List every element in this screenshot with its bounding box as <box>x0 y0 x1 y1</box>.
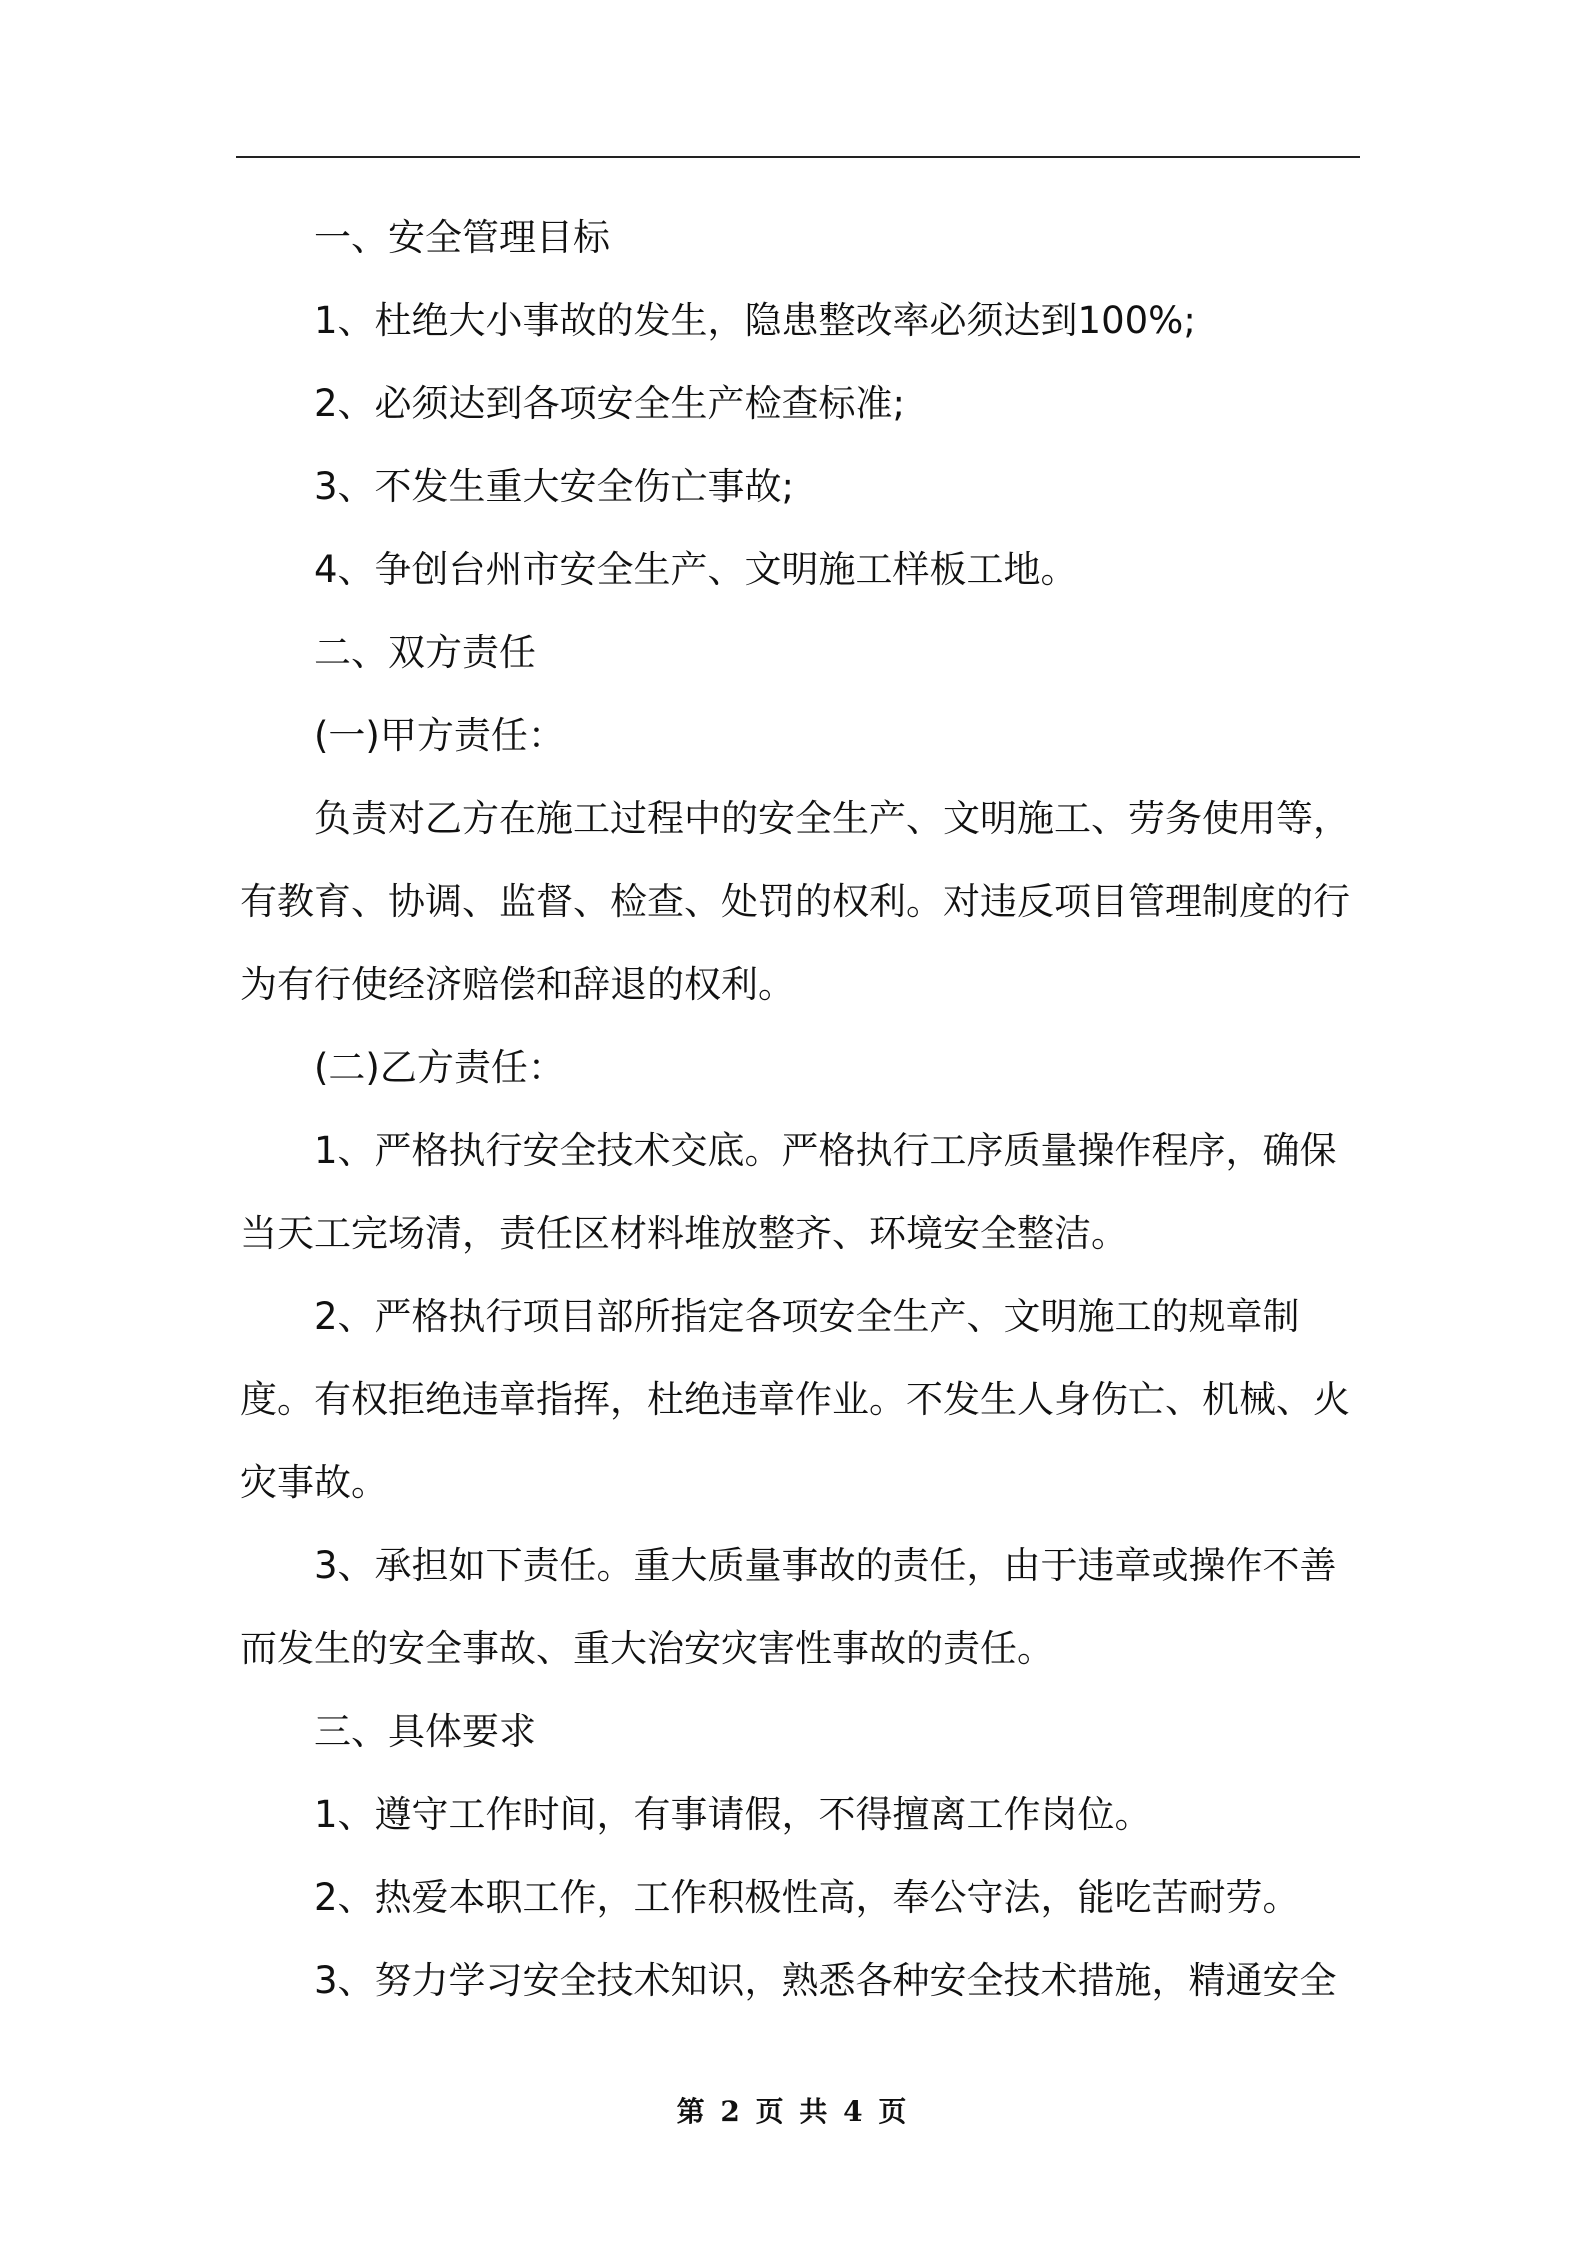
list-item: 1、遵守工作时间，有事请假，不得擅离工作岗位。 <box>314 1793 1152 1836</box>
subsection-heading-party-a: (一)甲方责任： <box>314 714 565 757</box>
list-item: 3、努力学习安全技术知识，熟悉各种安全技术措施，精通安全 <box>314 1959 1337 2002</box>
header-rule <box>236 156 1360 158</box>
document-body <box>240 196 1360 2022</box>
subsection-heading-party-b: (二)乙方责任： <box>314 1046 565 1089</box>
section-heading-2: 二、双方责任 <box>314 631 536 674</box>
list-item: 2、严格执行项目部所指定各项安全生产、文明施工的规章制度。有权拒绝违章指挥，杜绝违章作业。不发生人身伤亡、机械、火灾事故。 <box>240 1295 1350 1504</box>
paragraph: 负责对乙方在施工过程中的安全生产、文明施工、劳务使用等，有教育、协调、监督、检查、处罚的权利。对违反项目管理制度的行为有行使经济赔偿和辞退的权利。 <box>240 797 1350 1006</box>
page-number: 第 2 页 共 4 页 <box>676 2095 910 2128</box>
list-item: 3、不发生重大安全伤亡事故; <box>314 465 795 508</box>
list-item: 3、承担如下责任。重大质量事故的责任，由于违章或操作不善而发生的安全事故、重大治安灾害性事故的责任。 <box>240 1544 1337 1670</box>
section-heading-1: 一、安全管理目标 <box>314 216 610 259</box>
section-heading-3: 三、具体要求 <box>314 1710 536 1753</box>
list-item: 1、严格执行安全技术交底。严格执行工序质量操作程序，确保当天工完场清，责任区材料堆放整齐、环境安全整洁。 <box>240 1129 1337 1255</box>
list-item: 4、争创台州市安全生产、文明施工样板工地。 <box>314 548 1078 591</box>
list-item: 2、热爱本职工作，工作积极性高，奉公守法，能吃苦耐劳。 <box>314 1876 1300 1919</box>
list-item: 1、杜绝大小事故的发生，隐患整改率必须达到100%; <box>314 299 1196 342</box>
list-item: 2、必须达到各项安全生产检查标准; <box>314 382 906 425</box>
